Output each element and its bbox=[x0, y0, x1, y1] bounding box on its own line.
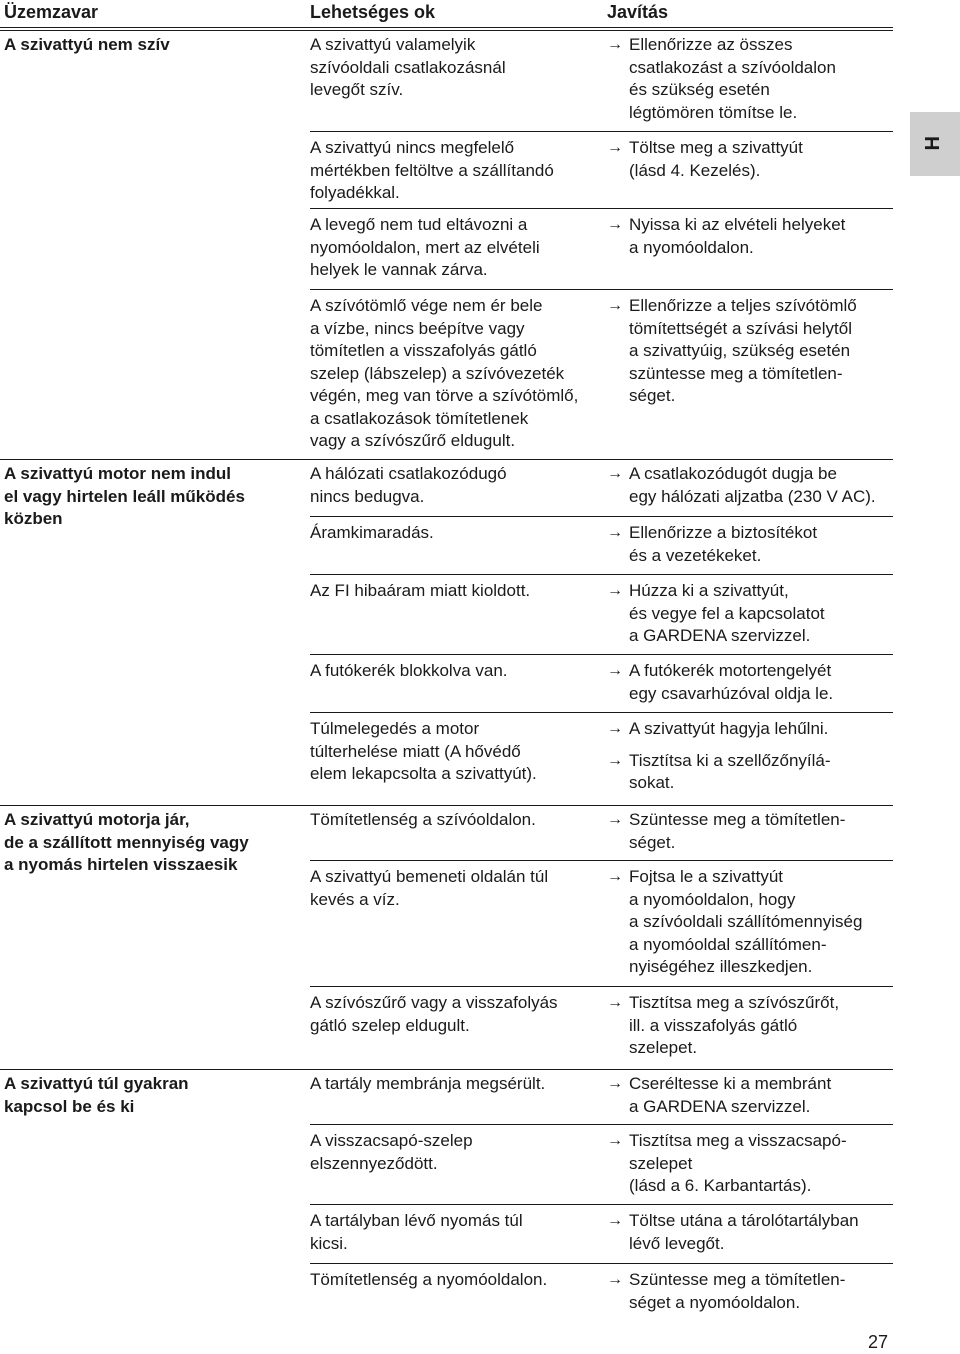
remedy-line: Ellenőrizze a teljes szívótömlő bbox=[629, 296, 857, 315]
remedy-line: sokat. bbox=[629, 773, 675, 792]
arrow-right-icon: → bbox=[607, 297, 623, 314]
cause-line: Tömítetlenség a szívóoldalon. bbox=[310, 810, 536, 829]
cause-text bbox=[310, 34, 595, 102]
remedy-item bbox=[607, 463, 893, 508]
remedy-line: és a vezetékeket. bbox=[629, 545, 762, 565]
remedy-line: a nyomóoldalon, hogy bbox=[629, 889, 796, 909]
cause-line: nincs bedugva. bbox=[310, 486, 425, 506]
cause-text bbox=[310, 580, 595, 603]
cause-text bbox=[310, 1073, 595, 1096]
row-divider bbox=[310, 654, 893, 655]
remedy-item bbox=[607, 1073, 893, 1118]
row-divider bbox=[310, 131, 893, 132]
cause-line: A szivattyú nincs megfelelő bbox=[310, 138, 515, 157]
cause-line: A visszacsapó-szelep bbox=[310, 1131, 473, 1150]
remedy-item bbox=[607, 718, 893, 741]
remedy-line: Szüntesse meg a tömítetlen- bbox=[629, 1270, 846, 1289]
remedy-line: légtömören tömítse le. bbox=[629, 102, 798, 122]
remedy-cell bbox=[607, 1130, 893, 1198]
cause-line: A tartályban lévő nyomás túl bbox=[310, 1211, 523, 1230]
remedy-cell bbox=[607, 137, 893, 182]
cause-line: A szivattyú valamelyik bbox=[310, 35, 476, 54]
row-divider bbox=[310, 1124, 893, 1125]
arrow-right-icon: → bbox=[607, 662, 623, 679]
remedy-item bbox=[607, 137, 893, 182]
cause-text bbox=[310, 295, 595, 453]
remedy-line: Nyissa ki az elvételi helyeket bbox=[629, 215, 846, 234]
remedy-line: ill. a visszafolyás gátló bbox=[629, 1015, 798, 1035]
problem-line: A szivattyú motorja jár, bbox=[4, 810, 190, 829]
cause-text bbox=[310, 809, 595, 832]
arrow-right-icon: → bbox=[607, 811, 623, 828]
remedy-item bbox=[607, 295, 893, 408]
remedy-item bbox=[607, 214, 893, 259]
remedy-line: szelepet bbox=[629, 1153, 693, 1173]
cause-text bbox=[310, 866, 595, 911]
remedy-cell bbox=[607, 660, 893, 705]
arrow-right-icon: → bbox=[607, 139, 623, 156]
cause-line: kicsi. bbox=[310, 1233, 348, 1253]
problem-line: a nyomás hirtelen visszaesik bbox=[4, 855, 238, 874]
cause-line: Tömítetlenség a nyomóoldalon. bbox=[310, 1270, 548, 1289]
remedy-cell bbox=[607, 522, 893, 567]
remedy-cell bbox=[607, 214, 893, 259]
remedy-line: lévő levegőt. bbox=[629, 1233, 725, 1253]
cause-line: a csatlakozások tömítetlenek bbox=[310, 408, 529, 428]
remedy-line: a nyomóoldalon. bbox=[629, 237, 754, 257]
cause-line: túlterhelése miatt (A hővédő bbox=[310, 741, 521, 761]
cause-line: vagy a szívószűrő eldugult. bbox=[310, 431, 516, 450]
remedy-line: és szükség esetén bbox=[629, 80, 770, 99]
cause-text bbox=[310, 1130, 595, 1175]
remedy-item bbox=[607, 866, 893, 979]
remedy-item bbox=[607, 1130, 893, 1198]
arrow-right-icon: → bbox=[607, 751, 623, 769]
group-divider bbox=[0, 805, 893, 806]
remedy-line: és vegye fel a kapcsolatot bbox=[629, 603, 825, 623]
remedy-item bbox=[607, 1210, 893, 1255]
arrow-right-icon: → bbox=[607, 1075, 623, 1092]
cause-text bbox=[310, 214, 595, 282]
row-divider bbox=[310, 1263, 893, 1264]
header-problem: Üzemzavar bbox=[4, 2, 99, 22]
arrow-right-icon: → bbox=[607, 1212, 623, 1229]
arrow-right-icon: → bbox=[607, 36, 623, 53]
remedy-item bbox=[607, 750, 893, 795]
cause-line: A futókerék blokkolva van. bbox=[310, 661, 508, 680]
cause-line: elszennyeződött. bbox=[310, 1153, 438, 1173]
arrow-right-icon: → bbox=[607, 868, 623, 885]
remedy-line: a nyomóoldal szállítómen- bbox=[629, 934, 827, 954]
cause-text bbox=[310, 660, 595, 683]
arrow-right-icon: → bbox=[607, 582, 623, 599]
remedy-line: Tisztítsa ki a szellőzőnyílá- bbox=[629, 750, 831, 770]
remedy-line: csatlakozást a szívóoldalon bbox=[629, 57, 836, 77]
remedy-line: A szivattyút hagyja lehűlni. bbox=[629, 719, 829, 738]
cause-text bbox=[310, 718, 595, 786]
row-divider bbox=[310, 574, 893, 575]
arrow-right-icon: → bbox=[607, 720, 623, 737]
remedy-cell bbox=[607, 1269, 893, 1314]
remedy-item bbox=[607, 992, 893, 1060]
arrow-right-icon: → bbox=[607, 524, 623, 541]
remedy-cell bbox=[607, 809, 893, 854]
page-number: 27 bbox=[868, 1332, 889, 1352]
remedy-line: a GARDENA szervizzel. bbox=[629, 1096, 811, 1116]
remedy-line: Töltse utána a tárolótartályban bbox=[629, 1211, 859, 1230]
cause-line: Az FI hibaáram miatt kioldott. bbox=[310, 581, 531, 600]
remedy-line: (lásd a 6. Karbantartás). bbox=[629, 1176, 812, 1195]
remedy-line: séget a nyomóoldalon. bbox=[629, 1292, 801, 1312]
arrow-right-icon: → bbox=[607, 994, 623, 1011]
remedy-line: Ellenőrizze az összes bbox=[629, 35, 793, 54]
cause-line: nyomóoldalon, mert az elvételi bbox=[310, 237, 540, 257]
row-divider bbox=[310, 516, 893, 517]
remedy-line: Ellenőrizze a biztosítékot bbox=[629, 523, 818, 542]
remedy-cell bbox=[607, 718, 893, 795]
cause-line: levegőt szív. bbox=[310, 80, 404, 99]
remedy-line: nyiségéhez illeszkedjen. bbox=[629, 957, 813, 976]
remedy-line: A futókerék motortengelyét bbox=[629, 661, 832, 680]
row-divider bbox=[310, 712, 893, 713]
problem-text bbox=[4, 34, 294, 57]
cause-text bbox=[310, 463, 595, 508]
remedy-cell bbox=[607, 295, 893, 408]
cause-line: A tartály membránja megsérült. bbox=[310, 1074, 546, 1093]
remedy-line: Tisztítsa meg a szívószűrőt, bbox=[629, 993, 840, 1012]
remedy-item bbox=[607, 580, 893, 648]
row-divider bbox=[310, 208, 893, 209]
arrow-right-icon: → bbox=[607, 1271, 623, 1288]
problem-line: A szivattyú túl gyakran bbox=[4, 1074, 189, 1093]
cause-line: Áramkimaradás. bbox=[310, 523, 434, 542]
cause-line: szívóoldali csatlakozásnál bbox=[310, 57, 506, 77]
remedy-cell bbox=[607, 1073, 893, 1118]
header-cause: Lehetséges ok bbox=[310, 2, 436, 22]
language-tab bbox=[910, 112, 960, 176]
table-header bbox=[0, 0, 893, 28]
cause-line: gátló szelep eldugult. bbox=[310, 1015, 470, 1035]
remedy-cell bbox=[607, 34, 893, 124]
problem-text bbox=[4, 463, 294, 531]
remedy-line: tömítettségét a szívási helytől bbox=[629, 318, 852, 338]
row-divider bbox=[310, 1204, 893, 1205]
remedy-item bbox=[607, 1269, 893, 1314]
cause-line: mértékben feltöltve a szállítandó bbox=[310, 160, 554, 180]
cause-text bbox=[310, 1269, 595, 1292]
cause-line: Túlmelegedés a motor bbox=[310, 719, 480, 738]
remedy-line: séget. bbox=[629, 386, 676, 405]
cause-line: kevés a víz. bbox=[310, 889, 400, 909]
cause-text bbox=[310, 992, 595, 1037]
problem-line: kapcsol be és ki bbox=[4, 1096, 135, 1116]
cause-line: a vízbe, nincs beépítve vagy bbox=[310, 318, 525, 338]
remedy-line: Húzza ki a szivattyút, bbox=[629, 581, 789, 600]
arrow-right-icon: → bbox=[607, 216, 623, 233]
remedy-line: a szívóoldali szállítómennyiség bbox=[629, 912, 863, 931]
remedy-line: a szivattyúig, szükség esetén bbox=[629, 341, 851, 360]
remedy-line: szelepet. bbox=[629, 1038, 698, 1057]
row-divider bbox=[310, 860, 893, 861]
remedy-line: Tisztítsa meg a visszacsapó- bbox=[629, 1131, 847, 1150]
problem-text bbox=[4, 1073, 294, 1118]
cause-line: A szívótömlő vége nem ér bele bbox=[310, 296, 543, 315]
remedy-cell bbox=[607, 866, 893, 979]
header-remedy: Javítás bbox=[607, 2, 669, 22]
arrow-right-icon: → bbox=[607, 465, 623, 482]
problem-line: közben bbox=[4, 509, 63, 528]
remedy-line: (lásd 4. Kezelés). bbox=[629, 160, 761, 180]
remedy-item bbox=[607, 522, 893, 567]
problem-line: A szivattyú nem szív bbox=[4, 35, 170, 54]
cause-text bbox=[310, 137, 595, 205]
cause-line: A szívószűrő vagy a visszafolyás bbox=[310, 993, 558, 1012]
group-divider bbox=[0, 1069, 893, 1070]
remedy-line: a GARDENA szervizzel. bbox=[629, 626, 811, 645]
cause-line: folyadékkal. bbox=[310, 183, 400, 202]
cause-line: végén, meg van törve a szívótömlő, bbox=[310, 386, 579, 405]
group-divider bbox=[0, 459, 893, 460]
problem-text bbox=[4, 809, 294, 877]
remedy-line: szüntesse meg a tömítetlen- bbox=[629, 363, 843, 383]
cause-line: helyek le vannak zárva. bbox=[310, 260, 488, 279]
row-divider bbox=[310, 289, 893, 290]
cause-text bbox=[310, 522, 595, 545]
remedy-cell bbox=[607, 580, 893, 648]
cause-line: A levegő nem tud eltávozni a bbox=[310, 215, 528, 234]
row-divider bbox=[310, 986, 893, 987]
language-tab-label: H bbox=[921, 136, 944, 151]
remedy-cell bbox=[607, 1210, 893, 1255]
problem-line: el vagy hirtelen leáll működés bbox=[4, 486, 245, 506]
cause-line: elem lekapcsolta a szivattyút). bbox=[310, 764, 537, 783]
remedy-item bbox=[607, 809, 893, 854]
cause-line: A hálózati csatlakozódugó bbox=[310, 464, 507, 483]
cause-line: A szivattyú bemeneti oldalán túl bbox=[310, 867, 549, 886]
group-divider bbox=[0, 30, 893, 31]
problem-line: A szivattyú motor nem indul bbox=[4, 464, 232, 483]
remedy-item bbox=[607, 34, 893, 124]
remedy-line: egy hálózati aljzatba (230 V AC). bbox=[629, 486, 876, 506]
cause-line: tömítetlen a visszafolyás gátló bbox=[310, 341, 537, 360]
problem-line: de a szállított mennyiség vagy bbox=[4, 832, 249, 852]
cause-line: szelep (lábszelep) a szívóvezeték bbox=[310, 363, 565, 383]
remedy-item bbox=[607, 660, 893, 705]
arrow-right-icon: → bbox=[607, 1132, 623, 1149]
remedy-line: séget. bbox=[629, 832, 676, 852]
cause-text bbox=[310, 1210, 595, 1255]
remedy-line: A csatlakozódugót dugja be bbox=[629, 464, 837, 483]
remedy-cell bbox=[607, 463, 893, 508]
remedy-line: Töltse meg a szivattyút bbox=[629, 138, 803, 157]
remedy-cell bbox=[607, 992, 893, 1060]
remedy-line: Szüntesse meg a tömítetlen- bbox=[629, 810, 846, 829]
remedy-line: Cseréltesse ki a membránt bbox=[629, 1074, 832, 1093]
remedy-line: egy csavarhúzóval oldja le. bbox=[629, 683, 834, 703]
remedy-line: Fojtsa le a szivattyút bbox=[629, 867, 784, 886]
